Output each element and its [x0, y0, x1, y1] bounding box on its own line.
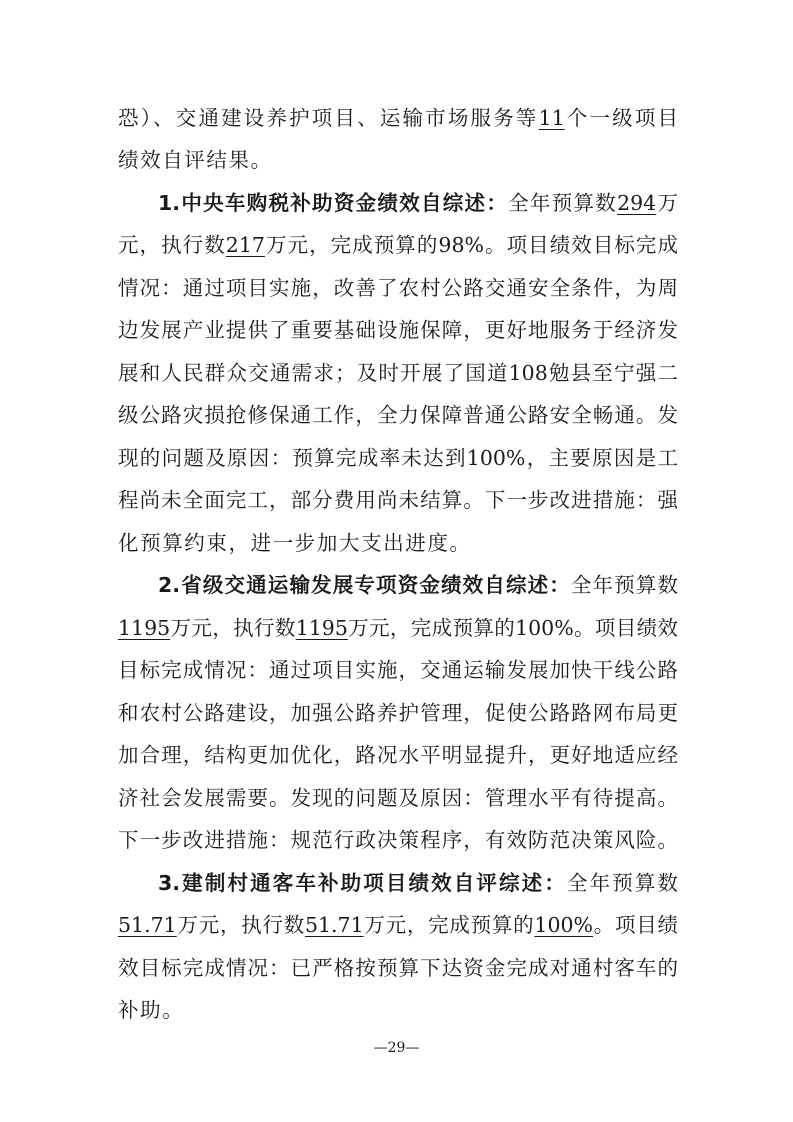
- p1-executed: 217: [225, 233, 265, 257]
- p3-line-2: [118, 905, 678, 945]
- intro-line-2: 绩效自评结果。: [118, 148, 273, 172]
- p3-text: 万元，执行数: [176, 913, 305, 937]
- p2-line-4: 和农村公路建设，加强公路养护管理，促使公路路网布局更: [118, 701, 678, 725]
- p2-heading: 2.省级交通运输发展专项资金绩效自综述：: [158, 573, 571, 597]
- p1-line-7: 现的问题及原因：预算完成率未达到100%，主要原因是工: [118, 446, 678, 470]
- p1-heading: 1.中央车购税补助资金绩效自综述：: [158, 191, 509, 215]
- p1-line-3: 情况：通过项目实施，改善了农村公路交通安全条件，为周: [118, 276, 678, 300]
- p3-heading: 3.建制村通客车补助项目绩效自评综述：: [158, 871, 567, 895]
- p2-text: 万元，完成预算的100%。项目绩效: [347, 616, 678, 640]
- p3-text: 万元，完成预算的: [363, 913, 535, 937]
- p1-text: 万: [656, 191, 679, 215]
- p1-line-1: [158, 183, 678, 223]
- intro-text: 恐）、交通建设养护项目、运输市场服务等: [118, 106, 539, 130]
- p1-line-2: [118, 225, 678, 265]
- p3-executed: 51.71: [304, 913, 364, 937]
- p2-executed: 1195: [295, 616, 348, 640]
- p2-line-2: [118, 608, 678, 648]
- p2-line-5: 加合理，结构更加优化，路况水平明显提升，更好地适应经: [118, 743, 678, 767]
- p1-line-4: 边发展产业提供了重要基础设施保障，更好地服务于经济发: [118, 318, 678, 342]
- p3-line-3: 效目标完成情况：已严格按预算下达资金完成对通村客车的: [118, 956, 678, 980]
- p1-text: 万元，完成预算的98%。项目绩效目标完成: [264, 233, 678, 257]
- p1-text: 全年预算数: [508, 191, 618, 215]
- intro-line-1: [118, 98, 678, 138]
- p3-percent: 100%: [534, 913, 594, 937]
- page-number: —29—: [373, 1040, 420, 1056]
- p3-text: 全年预算数: [566, 871, 679, 895]
- p1-line-8: 程尚未全面完工，部分费用尚未结算。下一步改进措施：强: [118, 488, 678, 512]
- p3-line-1: [158, 863, 678, 903]
- p2-line-6: 济社会发展需要。发现的问题及原因：管理水平有待提高。: [118, 786, 678, 810]
- project-count: 11: [538, 106, 565, 130]
- p2-budget: 1195: [118, 616, 171, 640]
- p3-text: 。项目绩: [593, 913, 679, 937]
- intro-text: 个一级项目: [564, 106, 679, 130]
- p1-budget: 294: [617, 191, 657, 215]
- p2-line-1: [158, 565, 678, 605]
- p3-budget: 51.71: [118, 913, 177, 937]
- p2-text: 万元，执行数: [170, 616, 296, 640]
- p1-line-5: 展和人民群众交通需求；及时开展了国道108勉县至宁强二: [118, 361, 678, 385]
- p1-line-9: 化预算约束，进一步加大支出进度。: [118, 531, 472, 555]
- p3-line-4: 补助。: [118, 998, 185, 1022]
- p2-text: 全年预算数: [570, 573, 678, 597]
- p1-text: 元，执行数: [118, 233, 226, 257]
- p1-line-6: 级公路灾损抢修保通工作，全力保障普通公路安全畅通。发: [118, 403, 678, 427]
- p2-line-7: 下一步改进措施：规范行政决策程序，有效防范决策风险。: [118, 828, 678, 852]
- p2-line-3: 目标完成情况：通过项目实施，交通运输发展加快干线公路: [118, 658, 678, 682]
